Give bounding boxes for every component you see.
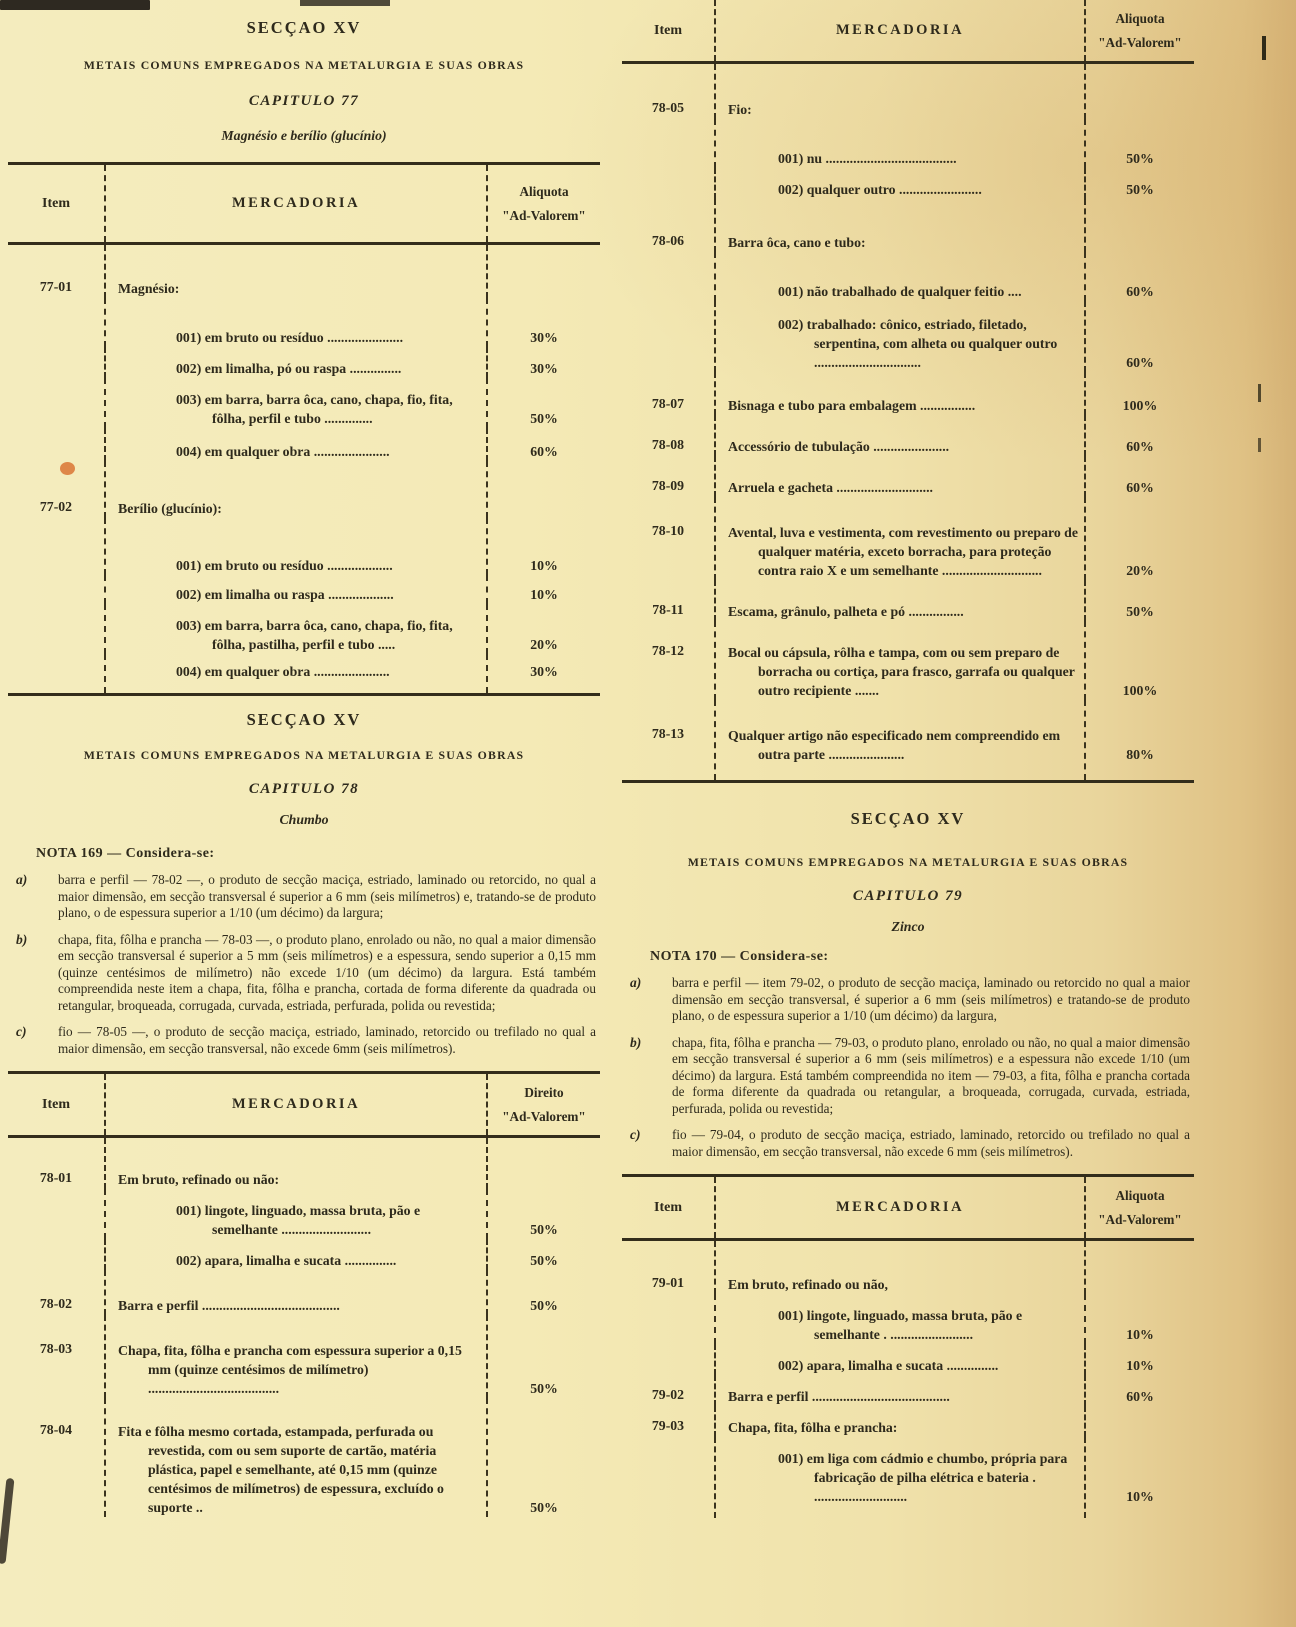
- table-row: [622, 456, 1194, 497]
- item-cell: [622, 252, 714, 301]
- rate-cell: 20%: [530, 637, 558, 652]
- desc-cell: Qualquer artigo não especificado nem compreendido em outra parte ......................: [714, 700, 1086, 780]
- item-cell: 78-08: [651, 437, 685, 452]
- table-row: [622, 199, 1194, 252]
- item-cell: 79-01: [651, 1275, 685, 1290]
- note-text: fio — 79-04, o produto de secção maciça, estriado, laminado, retorcido ou trefilado no qual a maior dimensão, em secção transversal, não excede 6 mm (seis milímetros).: [672, 1127, 1190, 1159]
- column-header-mercadoria: MERCADORIA: [714, 1177, 1086, 1238]
- column-header-mercadoria: MERCADORIA: [714, 0, 1086, 61]
- item-cell: 78-10: [651, 523, 685, 538]
- table-row: [622, 1294, 1194, 1344]
- section-title: SECÇAO XV: [246, 18, 362, 37]
- column-header-item: Item: [42, 195, 70, 211]
- section-heading-cap77: [8, 18, 600, 144]
- desc-cell: 003) em barra, barra ôca, cano, chapa, fio, fita, fôlha, pastilha, perfil e tubo .....: [104, 604, 488, 654]
- rate-cell: 60%: [1126, 439, 1154, 454]
- desc-cell: 001) nu ......................................: [714, 119, 1086, 168]
- table-row: [622, 119, 1194, 168]
- table-row: [622, 1344, 1194, 1375]
- desc-cell: 004) em qualquer obra ......................: [104, 654, 488, 693]
- item-cell: [8, 1239, 104, 1270]
- rate-cell: 50%: [530, 1298, 558, 1313]
- item-cell: [622, 168, 714, 199]
- note-item: [8, 1024, 600, 1057]
- rate-cell: 60%: [1126, 480, 1154, 495]
- rate-cell: 50%: [1126, 182, 1154, 197]
- column-header-mercadoria: MERCADORIA: [104, 1074, 488, 1135]
- chapter-title: CAPITULO 77: [248, 93, 360, 109]
- table-row: [8, 518, 600, 575]
- column-header-mercadoria: MERCADORIA: [104, 165, 488, 242]
- note-label: b): [630, 1034, 642, 1050]
- table-row: [622, 1375, 1194, 1406]
- column-header-rate: [1086, 0, 1194, 61]
- tariff-table-77: [8, 162, 600, 696]
- section-subtitle: METAIS COMUNS EMPREGADOS NA METALURGIA E SUAS OBRAS: [83, 748, 525, 762]
- rate-cell: 50%: [530, 411, 558, 426]
- item-cell: [622, 301, 714, 372]
- table-header: [8, 162, 600, 245]
- desc-cell: Fita e fôlha mesmo cortada, estampada, perfurada ou revestida, com ou sem suporte de cartão, matéria plástica, papel e semelhante, até 0,15 mm (quinze centésimos de milímetros) de espessura, excluído o suporte ..: [104, 1398, 488, 1517]
- note-text: barra e perfil — 78-02 —, o produto de secção maciça, estriado, laminado ou retorcido, no qual a maior dimensão, em secção transversal é superior a 6 mm (seis milímetros) e, tratando-se de produto plano, o de espessura superior a 1/10 (um décimo) da largura;: [58, 872, 596, 920]
- tariff-table-78-right: [622, 0, 1194, 783]
- rate-header-line1: Direito: [524, 1084, 564, 1100]
- item-cell: [8, 654, 104, 693]
- table-row: [8, 654, 600, 693]
- rate-cell: 30%: [530, 330, 558, 345]
- desc-cell: Barra ôca, cano e tubo:: [714, 199, 1086, 252]
- desc-cell: Avental, luva e vestimenta, com revestimento ou preparo de qualquer matéria, exceto borracha, para proteção contra raio X e um semelhante .............................: [714, 497, 1086, 580]
- rate-cell: 60%: [1126, 1389, 1154, 1404]
- section-title: SECÇAO XV: [850, 809, 966, 828]
- desc-cell: Barra e perfil ........................................: [104, 1270, 488, 1315]
- table-row: [622, 372, 1194, 415]
- table-body: [622, 64, 1194, 783]
- column-header-item: Item: [654, 1199, 682, 1215]
- item-cell: 78-12: [651, 643, 685, 658]
- section-heading-cap78: [8, 710, 600, 828]
- rate-header-line2: "Ad-Valorem": [1098, 1211, 1182, 1227]
- table-row: [622, 64, 1194, 119]
- column-header-rate: [488, 165, 600, 242]
- chapter-title: CAPITULO 78: [248, 781, 360, 797]
- table-header: [622, 0, 1194, 64]
- desc-cell: Accessório de tubulação ......................: [714, 415, 1086, 456]
- note-label: b): [16, 931, 28, 947]
- chapter-theme: Magnésio e berílio (glucínio): [221, 128, 387, 143]
- rate-header-line2: "Ad-Valorem": [1098, 34, 1182, 50]
- table-row: [622, 580, 1194, 621]
- item-cell: 79-02: [651, 1387, 685, 1402]
- table-header: [8, 1071, 600, 1138]
- desc-cell: 002) em limalha, pó ou raspa ...............: [104, 347, 488, 378]
- rate-cell: 10%: [530, 558, 558, 573]
- note-label: a): [16, 872, 28, 887]
- item-cell: [8, 1189, 104, 1239]
- rate-cell: 50%: [530, 1381, 558, 1396]
- table-row: [622, 621, 1194, 700]
- table-row: [8, 604, 600, 654]
- desc-cell: Magnésio:: [104, 245, 488, 298]
- desc-cell: 002) apara, limalha e sucata ...............: [714, 1344, 1086, 1375]
- scan-mark: [1258, 438, 1261, 452]
- rate-cell: 30%: [530, 664, 558, 679]
- note-label: a): [630, 975, 642, 990]
- chapter-theme: Chumbo: [279, 812, 329, 827]
- desc-cell: Em bruto, refinado ou não,: [714, 1241, 1086, 1294]
- table-row: [622, 1241, 1194, 1294]
- table-row: [8, 1270, 600, 1315]
- desc-cell: Barra e perfil ........................................: [714, 1375, 1086, 1406]
- note-text: chapa, fita, fôlha e prancha — 78-03 —, o produto plano, enrolado ou não, no qual a maior dimensão em secção transversal é superior a 5 mm (seis milímetros) e a espessura, sendo superior a 0,15 mm (quinze centésimos de milímetro) não excede 1/10 (um décimo) da largura. Está também compreendida neste item a chapa, fita, fôlha e prancha, cortada de forma diferente da quadrada ou retangular, broqueada, corrugada, curvada, estriada, perfurada, polida ou revestida;: [58, 931, 596, 1013]
- chapter-title: CAPITULO 79: [852, 888, 964, 904]
- desc-cell: Chapa, fita, fôlha e prancha:: [714, 1406, 1086, 1437]
- item-cell: 78-05: [651, 100, 685, 115]
- rate-cell: 10%: [530, 587, 558, 602]
- rate-header-line1: Aliquota: [1115, 1187, 1165, 1203]
- right-column: [622, 0, 1194, 1518]
- table-row: [8, 428, 600, 461]
- table-body: [8, 1138, 600, 1517]
- chapter-theme: Zinco: [891, 919, 925, 934]
- table-row: [8, 347, 600, 378]
- note-label: c): [16, 1024, 27, 1039]
- desc-cell: Bisnaga e tubo para embalagem ................: [714, 372, 1086, 415]
- table-row: [8, 1239, 600, 1270]
- item-cell: [622, 1344, 714, 1375]
- section-title: SECÇAO XV: [246, 710, 362, 729]
- scan-mark: [1258, 384, 1261, 402]
- note-text: fio — 78-05 —, o produto de secção maciça, estriado, laminado, retorcido ou trefilado no qual a maior dimensão, em secção transversal, não excede 6mm (seis milímetros).: [58, 1024, 596, 1056]
- item-cell: [8, 575, 104, 604]
- item-cell: [8, 347, 104, 378]
- item-cell: [8, 604, 104, 654]
- item-cell: 78-02: [39, 1296, 73, 1311]
- table-row: [8, 1138, 600, 1189]
- table-row: [8, 1398, 600, 1517]
- item-cell: 78-06: [651, 233, 685, 248]
- rate-header-line1: Aliquota: [1115, 10, 1165, 26]
- desc-cell: 001) em liga com cádmio e chumbo, própria para fabricação de pilha elétrica e bateria . ...........................: [714, 1437, 1086, 1518]
- desc-cell: Chapa, fita, fôlha e prancha com espessura superior a 0,15 mm (quinze centésimos de milímetro) ......................................: [104, 1315, 488, 1398]
- note-text: barra e perfil — item 79-02, o produto de secção maciça, laminado ou retorcido no qual a maior dimensão em secção transversal, é superior a 6 mm (seis milímetros) e tratando-se de produto plano, o de espessura superior a 1/10 (um décimo) da largura,: [672, 975, 1190, 1023]
- desc-cell: 001) não trabalhado de qualquer feitio ....: [714, 252, 1086, 301]
- desc-cell: 002) apara, limalha e sucata ...............: [104, 1239, 488, 1270]
- note-title: NOTA 169 — Considera-se:: [36, 846, 215, 861]
- desc-cell: Berílio (glucínio):: [104, 461, 488, 518]
- rate-cell: 80%: [1126, 747, 1154, 762]
- rate-cell: 60%: [530, 444, 558, 459]
- rate-cell: 100%: [1122, 683, 1158, 698]
- item-cell: [8, 378, 104, 428]
- item-cell: 78-03: [39, 1341, 73, 1356]
- tariff-table-79: [622, 1174, 1194, 1518]
- table-row: [622, 252, 1194, 301]
- column-header-item: Item: [42, 1096, 70, 1112]
- table-row: [622, 415, 1194, 456]
- item-cell: 77-02: [39, 499, 73, 514]
- left-column: [8, 0, 600, 1517]
- desc-cell: 002) em limalha ou raspa ...................: [104, 575, 488, 604]
- rate-cell: 10%: [1126, 1327, 1154, 1342]
- rate-header-line2: "Ad-Valorem": [502, 1108, 586, 1124]
- table-row: [622, 1437, 1194, 1518]
- desc-cell: Fio:: [714, 64, 1086, 119]
- item-cell: [622, 1294, 714, 1344]
- item-cell: [8, 428, 104, 461]
- desc-cell: Em bruto, refinado ou não:: [104, 1138, 488, 1189]
- rate-header-line2: "Ad-Valorem": [502, 207, 586, 223]
- item-cell: [622, 119, 714, 168]
- tariff-table-78-left: [8, 1071, 600, 1517]
- table-row: [622, 700, 1194, 780]
- table-row: [8, 298, 600, 347]
- section-heading-cap79: [622, 809, 1194, 935]
- desc-cell: Escama, grânulo, palheta e pó ................: [714, 580, 1086, 621]
- note-label: c): [630, 1127, 641, 1142]
- rate-cell: 60%: [1126, 355, 1154, 370]
- item-cell: [8, 518, 104, 575]
- item-cell: 78-04: [39, 1422, 73, 1437]
- table-header: [622, 1174, 1194, 1241]
- desc-cell: Bocal ou cápsula, rôlha e tampa, com ou sem preparo de borracha ou cortiça, para frasco, garrafa ou qualquer outro recipiente .......: [714, 621, 1086, 700]
- table-row: [622, 1406, 1194, 1437]
- table-row: [8, 575, 600, 604]
- note-text: chapa, fita, fôlha e prancha — 79-03, o produto plano, enrolado ou não, no qual a maior dimensão em secção transversal é superior a 6 mm (seis milímetros) e a espessura não excede 1/10 (um décimo) da largura. Está também compreendida no item — 79-03, a fita, fôlha e prancha cortada de forma diferente da quadrada ou retangular, a broqueada, corrugada, curvada, estriada, perfurada, polida ou revestida;: [672, 1034, 1190, 1116]
- table-body: [8, 245, 600, 696]
- section-subtitle: METAIS COMUNS EMPREGADOS NA METALURGIA E SUAS OBRAS: [687, 855, 1129, 869]
- desc-cell: 002) qualquer outro ........................: [714, 168, 1086, 199]
- rate-cell: 50%: [530, 1222, 558, 1237]
- table-body: [622, 1241, 1194, 1518]
- column-header-item: Item: [654, 22, 682, 38]
- rate-cell: 50%: [530, 1253, 558, 1268]
- rate-cell: 100%: [1122, 398, 1158, 413]
- desc-cell: 004) em qualquer obra ......................: [104, 428, 488, 461]
- item-cell: 78-01: [39, 1170, 73, 1185]
- desc-cell: 002) trabalhado: cônico, estriado, filetado, serpentina, com alheta ou qualquer outro ...............................: [714, 301, 1086, 372]
- rate-header-line1: Aliquota: [519, 183, 569, 199]
- item-cell: [622, 1437, 714, 1518]
- desc-cell: 001) lingote, linguado, massa bruta, pão e semelhante ..........................: [104, 1189, 488, 1239]
- column-header-rate: [488, 1074, 600, 1135]
- note-item: [622, 1127, 1194, 1160]
- desc-cell: 001) em bruto ou resíduo ......................: [104, 298, 488, 347]
- table-row: [8, 378, 600, 428]
- note-item: [8, 932, 600, 1015]
- section-subtitle: METAIS COMUNS EMPREGADOS NA METALURGIA E SUAS OBRAS: [83, 58, 525, 72]
- note-item: [622, 1035, 1194, 1118]
- table-row: [8, 1189, 600, 1239]
- nota-169: [8, 846, 600, 1057]
- item-cell: 78-09: [651, 478, 685, 493]
- note-item: [8, 872, 600, 922]
- item-cell: 77-01: [39, 279, 73, 294]
- item-cell: 78-11: [652, 602, 684, 617]
- desc-cell: Arruela e gacheta ............................: [714, 456, 1086, 497]
- item-cell: [8, 298, 104, 347]
- desc-cell: 001) em bruto ou resíduo ...................: [104, 518, 488, 575]
- note-title: NOTA 170 — Considera-se:: [650, 949, 829, 964]
- rate-cell: 30%: [530, 361, 558, 376]
- nota-170: [622, 949, 1194, 1160]
- desc-cell: 003) em barra, barra ôca, cano, chapa, fio, fita, fôlha, perfil e tubo ..............: [104, 378, 488, 428]
- rate-cell: 50%: [530, 1500, 558, 1515]
- rate-cell: 10%: [1126, 1489, 1154, 1504]
- table-row: [8, 1315, 600, 1398]
- rate-cell: 10%: [1126, 1358, 1154, 1373]
- table-row: [622, 301, 1194, 372]
- table-row: [622, 497, 1194, 580]
- rate-cell: 60%: [1126, 284, 1154, 299]
- rate-cell: 50%: [1126, 151, 1154, 166]
- table-row: [622, 168, 1194, 199]
- scan-mark: [1262, 36, 1266, 60]
- item-cell: 78-07: [651, 396, 685, 411]
- desc-cell: 001) lingote, linguado, massa bruta, pão e semelhante . ........................: [714, 1294, 1086, 1344]
- column-header-rate: [1086, 1177, 1194, 1238]
- item-cell: 79-03: [651, 1418, 685, 1433]
- table-row: [8, 245, 600, 298]
- table-row: [8, 461, 600, 518]
- item-cell: 78-13: [651, 726, 685, 741]
- rate-cell: 20%: [1126, 563, 1154, 578]
- note-item: [622, 975, 1194, 1025]
- rate-cell: 50%: [1126, 604, 1154, 619]
